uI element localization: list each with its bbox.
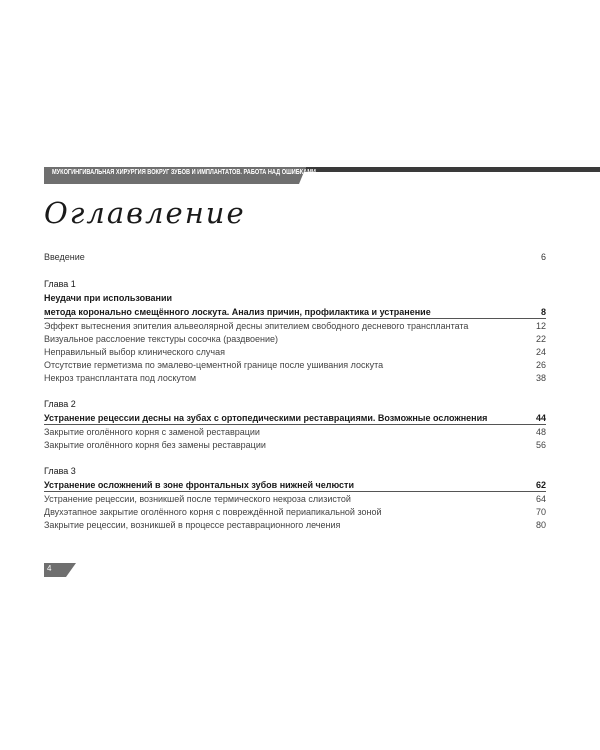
- page-number: 4: [47, 564, 52, 573]
- toc-entry-page: 80: [535, 520, 546, 530]
- chapter-2-label: Глава 2: [44, 399, 76, 409]
- toc-entry-title: Отсутствие герметизма по эмалево-цементной границе после ушивания лоскута: [44, 360, 384, 370]
- toc-entry-page: 70: [535, 507, 546, 517]
- toc-entry-title: Закрытие оголённого корня с заменой реставрации: [44, 427, 260, 437]
- toc-entry-title: Двухэтапное закрытие оголённого корня с повреждённой периапикальной зоной: [44, 507, 382, 517]
- toc-entry-title: Устранение рецессии, возникшей после термического некроза слизистой: [44, 494, 351, 504]
- toc-entry-title: Неправильный выбор клинического случая: [44, 347, 225, 357]
- chapter-3-rule: [44, 491, 546, 492]
- toc-entry-title: Закрытие оголённого корня без замены реставрации: [44, 440, 266, 450]
- chapter-heading-title: Устранение рецессии десны на зубах с ортопедическими реставрациями. Возможные осложнения: [44, 413, 488, 423]
- page-title: Оглавление: [44, 196, 246, 230]
- running-header-title: МУКОГИНГИВАЛЬНАЯ ХИРУРГИЯ ВОКРУГ ЗУБОВ И ИМПЛАНТАТОВ. РАБОТА НАД ОШИБКАМИ: [52, 169, 316, 176]
- chapter-heading-page: 8: [540, 307, 546, 317]
- toc-entry-title: Визуальное расслоение текстуры сосочка (раздвоение): [44, 334, 279, 344]
- chapter-heading-title: Устранение осложнений в зоне фронтальных зубов нижней челюсти: [44, 480, 354, 490]
- toc-entry-page: 24: [535, 347, 546, 357]
- toc-entry-page: 26: [535, 360, 546, 370]
- chapter-heading-page: 62: [535, 480, 546, 490]
- chapter-1-label: Глава 1: [44, 279, 76, 289]
- toc-entry-title: Введение: [44, 252, 85, 262]
- toc-entry-title: Закрытие рецессии, возникшей в процессе реставрационного лечения: [44, 520, 341, 530]
- chapter-3-label: Глава 3: [44, 466, 76, 476]
- chapter-heading-page: 44: [535, 413, 546, 423]
- toc-entry-title: Некроз трансплантата под лоскутом: [44, 373, 197, 383]
- chapter-1-heading-line1[interactable]: Неудачи при использовании: [44, 293, 173, 303]
- toc-entry-page: 22: [535, 334, 546, 344]
- toc-entry-page: 56: [535, 440, 546, 450]
- toc-entry-page: 48: [535, 427, 546, 437]
- chapter-heading-title: метода коронально смещённого лоскута. Анализ причин, профилактика и устранение: [44, 307, 431, 317]
- toc-entry-page: 64: [535, 494, 546, 504]
- toc-entry-title: Эффект вытеснения эпителия альвеолярной десны эпителием свободного десневого трансплантата: [44, 321, 469, 331]
- toc-entry-page: 12: [535, 321, 546, 331]
- toc-entry-page: 38: [535, 373, 546, 383]
- chapter-2-rule: [44, 424, 546, 425]
- toc-entry-page: 6: [540, 252, 546, 262]
- chapter-1-rule: [44, 318, 546, 319]
